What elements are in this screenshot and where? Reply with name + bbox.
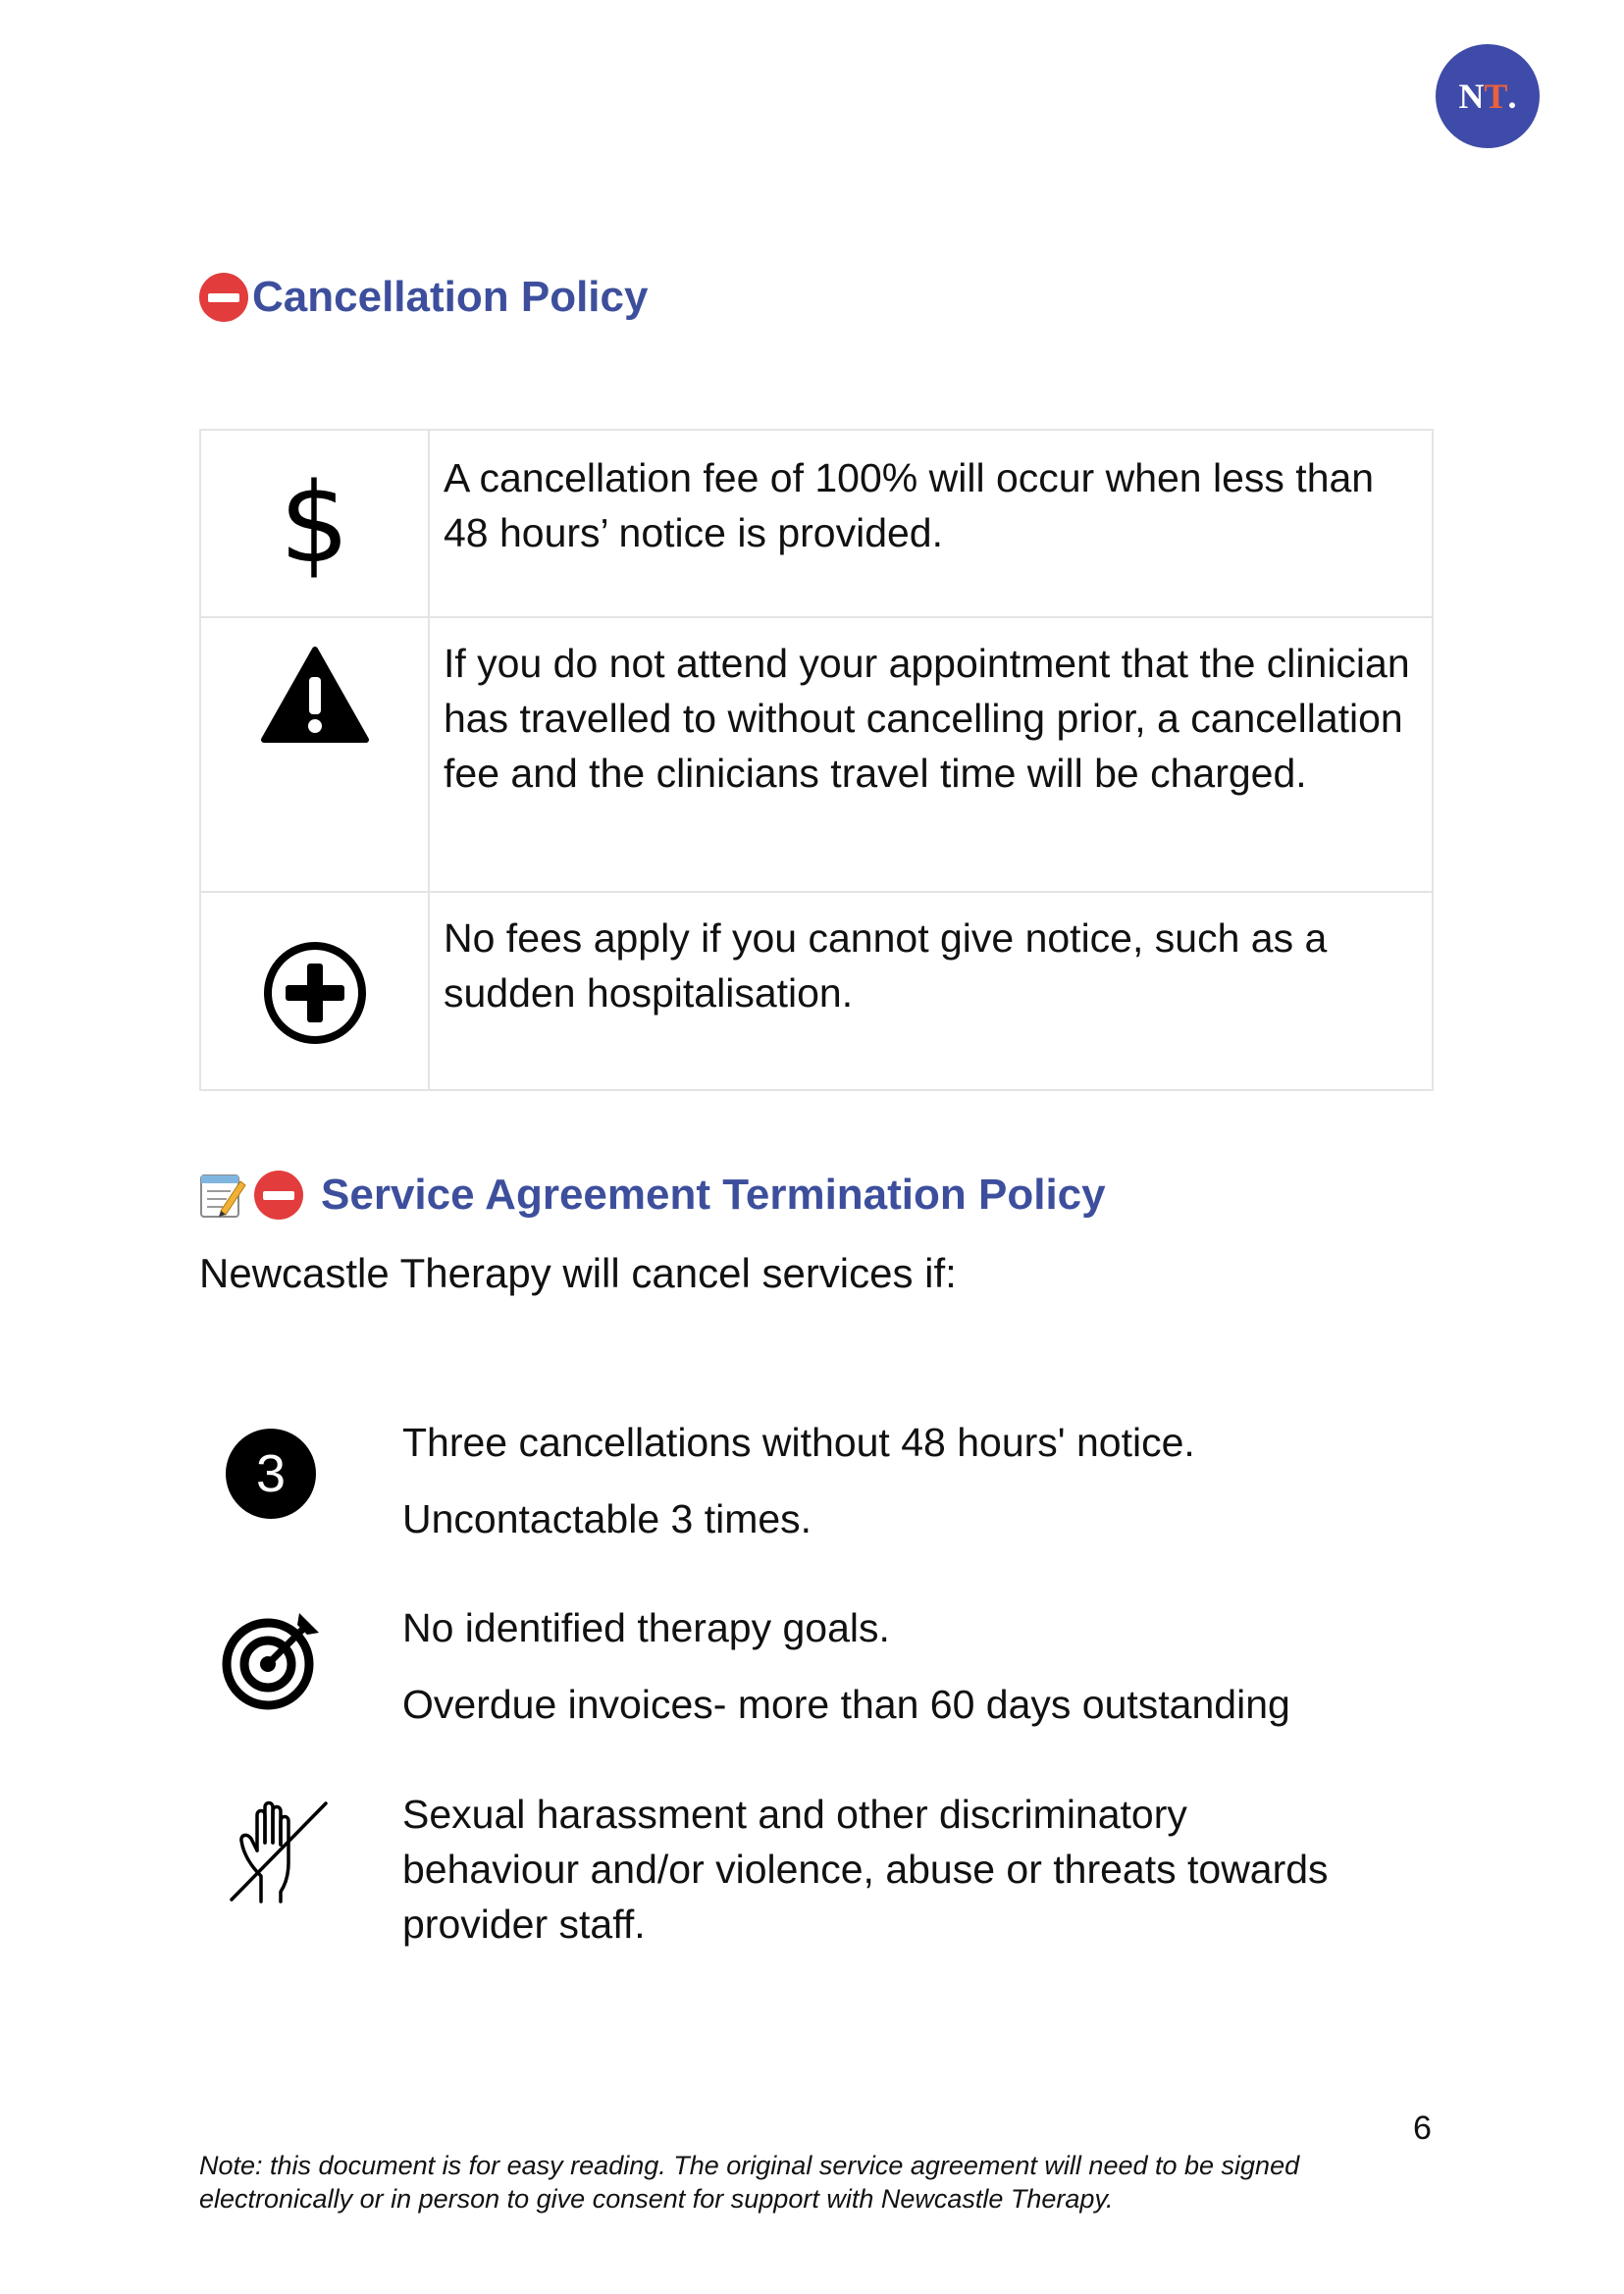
termination-item-text: No identified therapy goals.	[402, 1605, 890, 1650]
termination-item-text: Uncontactable 3 times.	[402, 1496, 812, 1541]
table-column-divider	[428, 431, 430, 1089]
termination-item-text: Sexual harassment and other discriminatory behaviour and/or violence, abuse or threats towards provider staff.	[402, 1792, 1329, 1947]
logo-letter-t: T	[1484, 77, 1508, 116]
cancellation-title: Cancellation Policy	[252, 273, 649, 321]
page-number: 6	[1413, 2110, 1432, 2147]
company-logo	[1436, 44, 1540, 148]
plus-circle-icon	[201, 893, 428, 1093]
no-harassment-hand-icon	[228, 1798, 330, 1907]
termination-heading	[199, 1171, 1106, 1220]
footer-note: Note: this document is for easy reading. The original service agreement will need to be signed electronically or in person to give consent for support with Newcastle Therapy.	[199, 2151, 1300, 2214]
number-three-icon: 3	[226, 1429, 316, 1519]
warning-icon	[201, 618, 428, 891]
no-entry-icon	[254, 1171, 303, 1220]
cancellation-row-text: A cancellation fee of 100% will occur when less than 48 hours’ notice is provided.	[444, 455, 1375, 555]
logo-letter-n: N	[1458, 77, 1485, 116]
target-icon	[221, 1609, 323, 1711]
memo-icon	[199, 1172, 246, 1219]
dollar-icon: $	[279, 459, 350, 588]
no-entry-icon	[199, 273, 248, 322]
logo-dot: .	[1507, 77, 1517, 116]
cancellation-table	[199, 429, 1434, 1091]
termination-item-text: Overdue invoices- more than 60 days outstanding	[402, 1682, 1290, 1727]
termination-intro: Newcastle Therapy will cancel services if:	[199, 1250, 957, 1296]
termination-title: Service Agreement Termination Policy	[321, 1171, 1106, 1219]
cancellation-row-text: No fees apply if you cannot give notice, such as a sudden hospitalisation.	[444, 915, 1328, 1016]
termination-item-text: Three cancellations without 48 hours' notice.	[402, 1420, 1195, 1465]
cancellation-heading	[199, 273, 648, 322]
cancellation-row-text: If you do not attend your appointment that the clinician has travelled to without cancelling prior, a cancellation fee and the clinicians travel time will be charged.	[444, 641, 1410, 796]
